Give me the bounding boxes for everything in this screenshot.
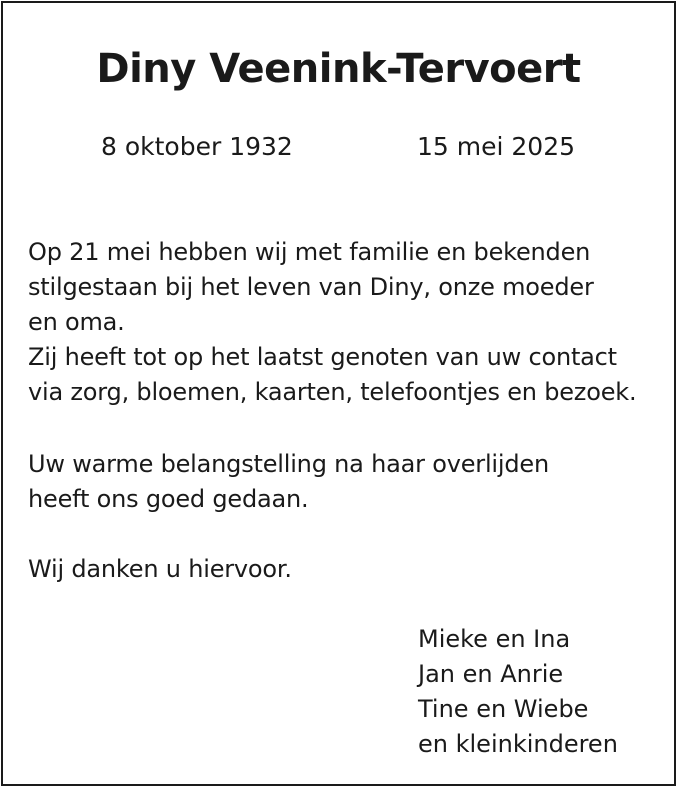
deceased-name: Diny Veenink-Tervoert (96, 46, 581, 92)
birth-date: 8 oktober 1932 (101, 132, 293, 161)
signatory: Mieke en Ina (418, 625, 571, 653)
message-line: Op 21 mei hebben wij met familie en bekenden (28, 238, 591, 266)
message-paragraph-1 (28, 235, 668, 410)
message-line: en oma. (28, 308, 125, 336)
message-line: Wij danken u hiervoor. (28, 555, 292, 583)
death-date: 15 mei 2025 (417, 132, 576, 161)
message-line: via zorg, bloemen, kaarten, telefoontjes en bezoek. (28, 378, 637, 406)
message-line: Uw warme belangstelling na haar overlijden (28, 450, 549, 478)
obituary-card (1, 1, 676, 786)
message-line: heeft ons goed gedaan. (28, 485, 309, 513)
message-line: Zij heeft tot op het laatst genoten van uw contact (28, 343, 617, 371)
signatory: en kleinkinderen (418, 730, 618, 758)
signatories (418, 622, 618, 762)
signatory: Jan en Anrie (418, 660, 564, 688)
message-paragraph-3 (28, 552, 668, 587)
signatory: Tine en Wiebe (418, 695, 589, 723)
message-line: stilgestaan bij het leven van Diny, onze moeder (28, 273, 594, 301)
message-paragraph-2 (28, 447, 668, 517)
